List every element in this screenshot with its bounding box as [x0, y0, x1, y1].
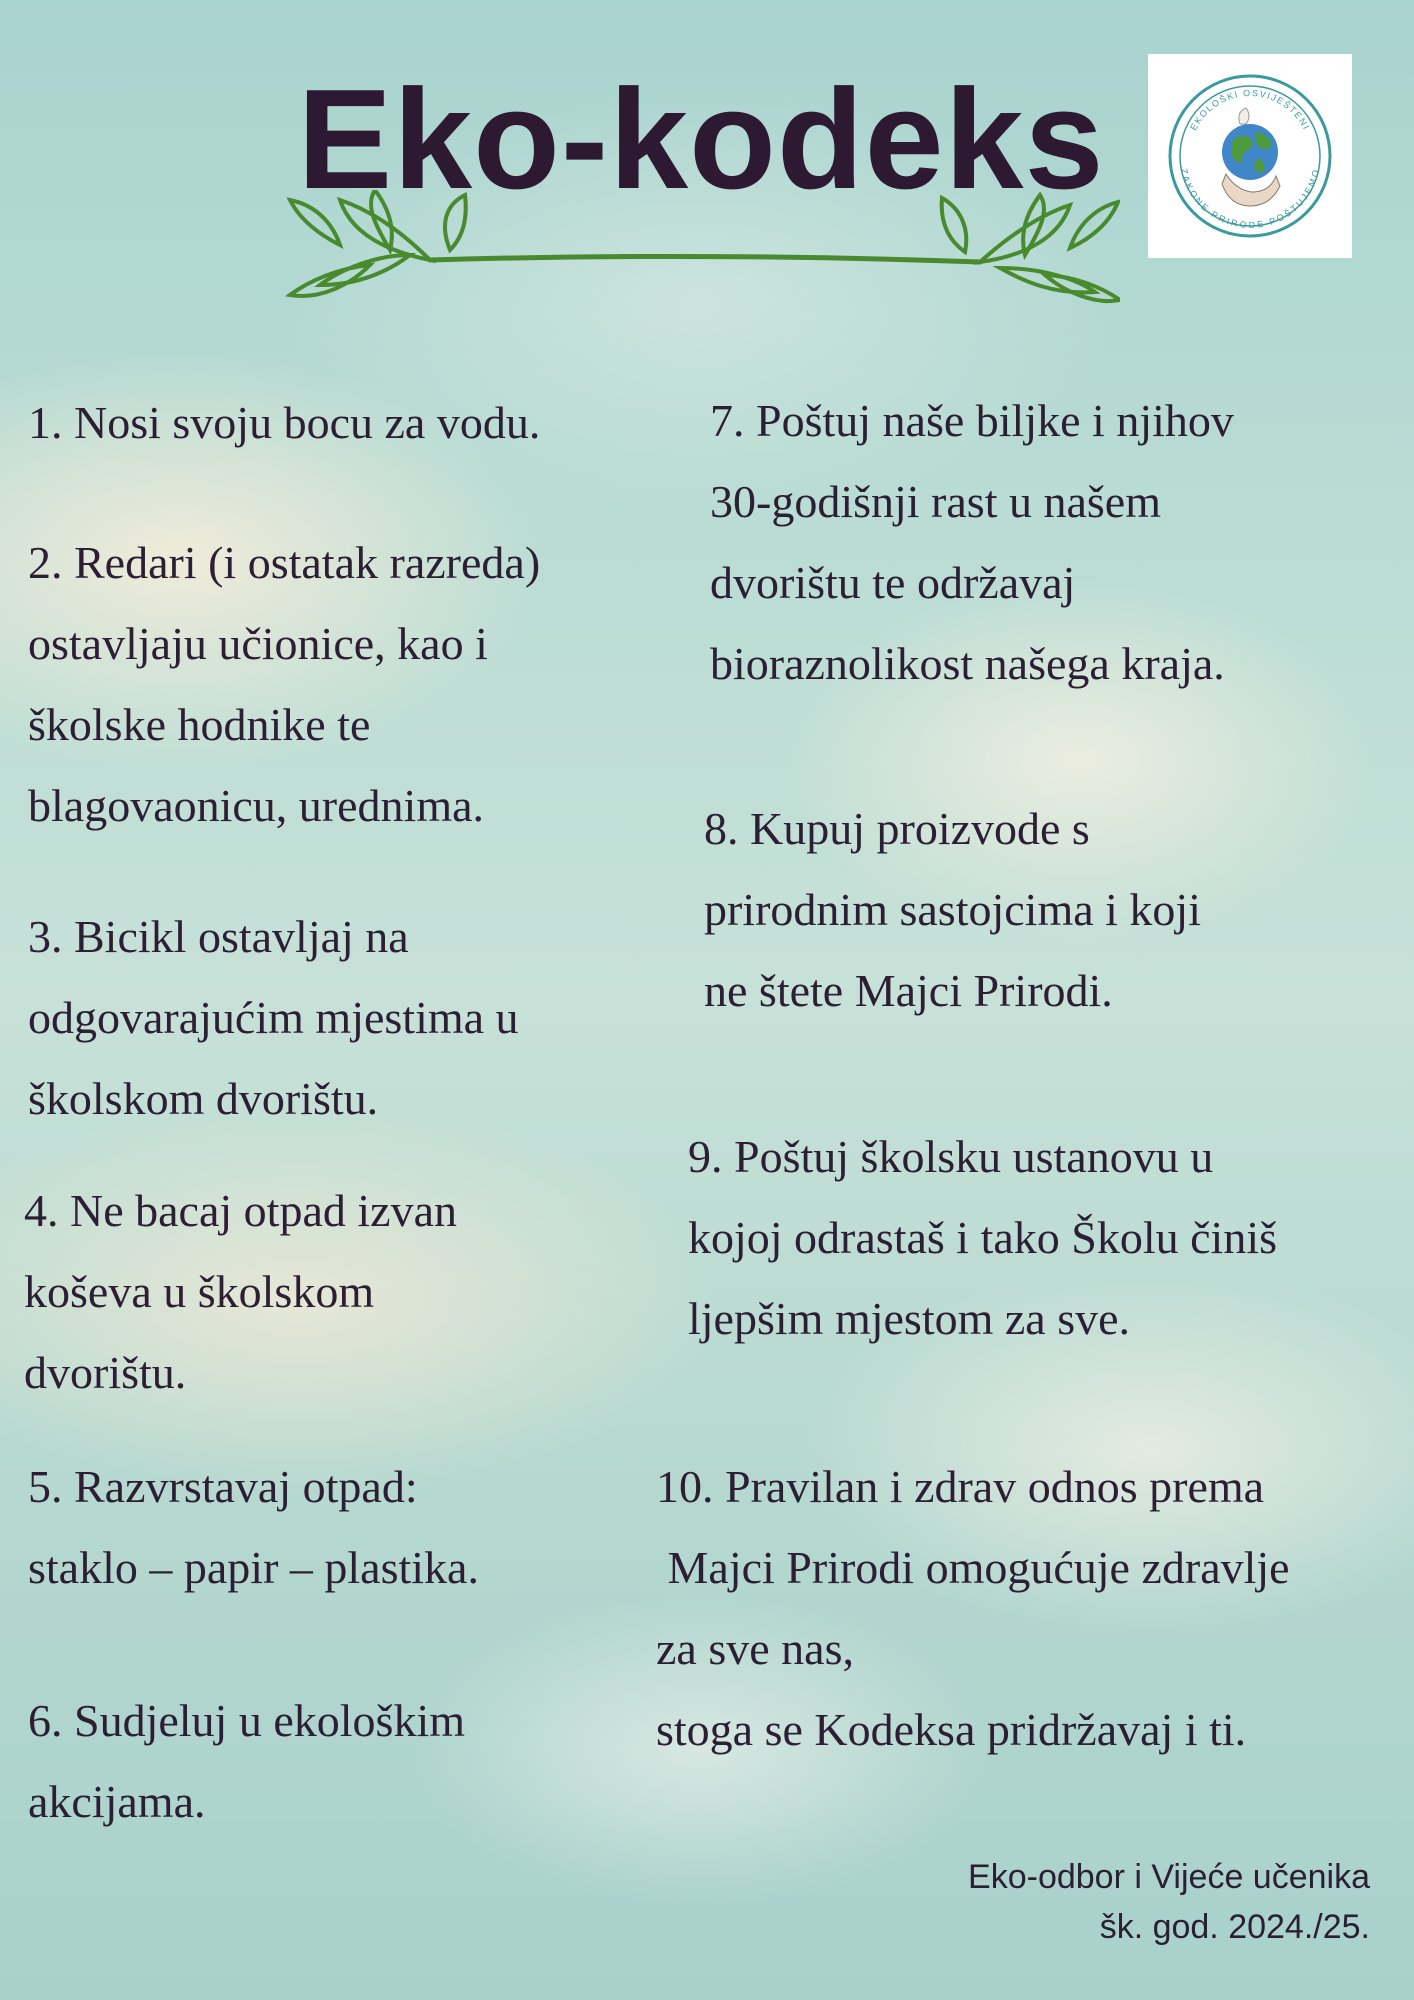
rule-2: 2. Redari (i ostatak razreda) ostavljaju učionice, kao i školske hodnike te blagovaonicu, urednima.: [28, 537, 541, 831]
rule-5: 5. Razvrstavaj otpad: staklo – papir – plastika.: [28, 1461, 479, 1593]
rule-8: 8. Kupuj proizvode s prirodnim sastojcima i koji ne štete Majci Prirodi.: [704, 803, 1201, 1016]
globe-in-hand-icon: [1222, 108, 1280, 206]
rule-9: 9. Poštuj školsku ustanovu u kojoj odrastaš i tako Školu činiš ljepšim mjestom za sve.: [688, 1131, 1278, 1344]
rule-6: 6. Sudjeluj u ekološkim akcijama.: [28, 1695, 465, 1827]
school-eco-logo: [1148, 54, 1352, 258]
rule-7: 7. Poštuj naše biljke i njihov 30-godišnji rast u našem dvorištu te održavaj bioraznolikost našega kraja.: [710, 395, 1234, 689]
rule-10: 10. Pravilan i zdrav odnos prema Majci Prirodi omogućuje zdravlje za sve nas, stoga se Kodeksa pridržavaj i ti.: [656, 1461, 1290, 1755]
logo-bottom-text: ZAKONE PRIRODE POŠTUJEMO: [1178, 167, 1322, 231]
page-title: Eko-kodeks: [297, 60, 1105, 219]
leaf-branch-decoration: [280, 190, 1120, 310]
logo-top-text: EKOLOŠKI OSVIJEŠTENI: [1188, 87, 1312, 132]
rule-3: 3. Bicikl ostavljaj na odgovarajućim mjestima u školskom dvorištu.: [28, 911, 519, 1124]
rule-4: 4. Ne bacaj otpad izvan koševa u školskom dvorištu.: [24, 1185, 457, 1398]
rule-1: 1. Nosi svoju bocu za vodu.: [28, 397, 541, 448]
footer-signature: [968, 1852, 1370, 1952]
footer-line-1: Eko-odbor i Vijeće učenika: [968, 1858, 1370, 1896]
footer-line-2: šk. god. 2024./25.: [1099, 1908, 1370, 1946]
